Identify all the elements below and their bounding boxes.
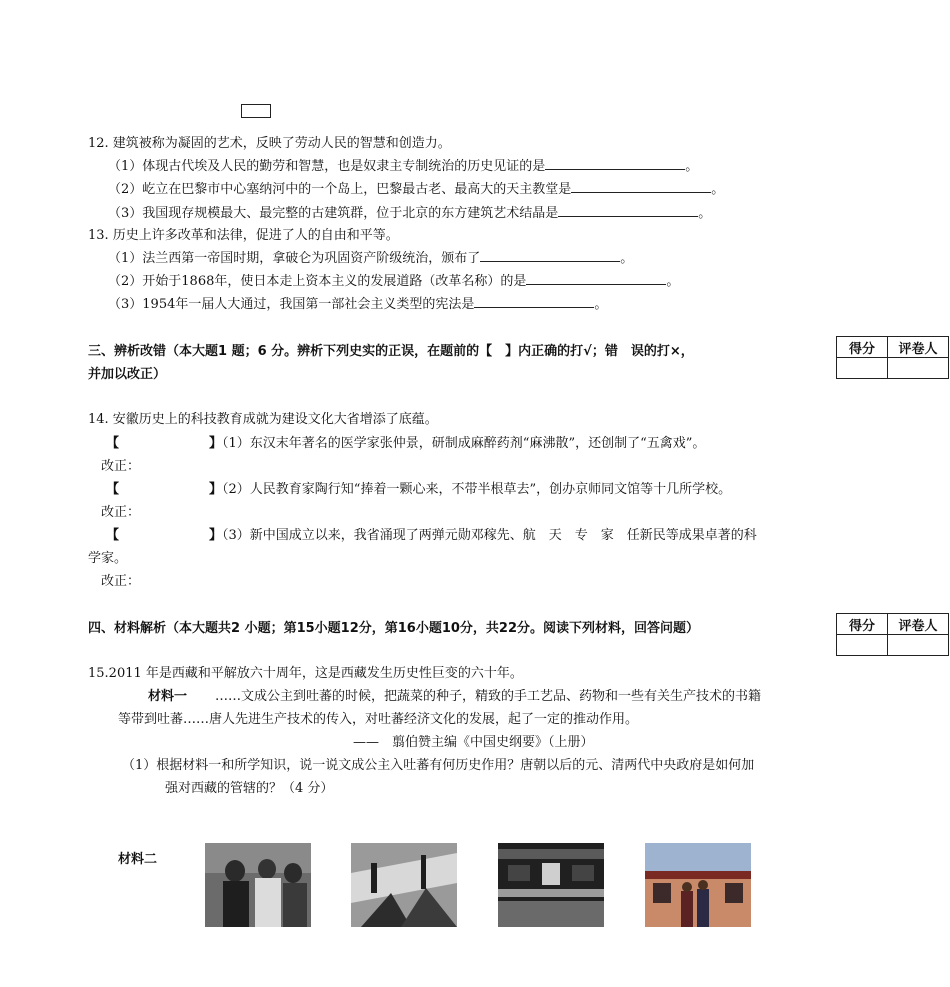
- correction-label: 改正：: [101, 505, 141, 520]
- q12-stem: 12. 建筑被称为凝固的艺术，反映了劳动人民的智慧和创造力。: [88, 136, 451, 151]
- material1: 材料一 ……文成公主到吐蕃的时候，把蔬菜的种子，精致的手工艺品、药物和一些有关生产技术的书籍: [148, 689, 762, 704]
- q12-item-2: （2）屹立在巴黎市中心塞纳河中的一个岛上，巴黎最古老、最高大的天主教堂是 。: [108, 182, 725, 197]
- score-table: [836, 613, 949, 656]
- q14-item-3: 【 】（3）新中国成立以来，我省涌现了两弹元勋邓稼先、航 天 专 家 任新民等成果卓著的科: [106, 528, 757, 543]
- score-cell[interactable]: [837, 358, 888, 379]
- bracket-close: 】: [209, 528, 223, 543]
- grader-label: 评卷人: [888, 337, 949, 358]
- q15-question-1-cont: 强对西藏的管辖的？（4 分）: [165, 781, 334, 796]
- correction-label: 改正：: [101, 459, 141, 474]
- answer-blank[interactable]: [558, 204, 698, 217]
- score-label: 得分: [837, 614, 888, 635]
- material1-label: 材料一: [148, 689, 188, 704]
- bracket-close: 】: [209, 436, 223, 451]
- section3-heading: 三、辨析改错（本大题1 题；6 分。辨析下列史实的正误，在题前的【 】内正确的打√；错 误的打×，: [88, 344, 694, 359]
- q12-item-3: （3）我国现存规模最大、最完整的古建筑群，位于北京的东方建筑艺术结晶是 。: [108, 206, 712, 221]
- q14-item-1: 【 】（1）东汉末年著名的医学家张仲景，研制成麻醉药剂“麻沸散”，还创制了“五禽戏”。: [106, 436, 706, 451]
- historical-photo-2: [351, 843, 457, 927]
- material1-cont: 等带到吐蕃……唐人先进生产技术的传入，对吐蕃经济文化的发展，起了一定的推动作用。: [118, 712, 639, 727]
- bracket-open: 【: [106, 528, 120, 543]
- material1-source: —— 翦伯赞主编《中国史纲要》（上册）: [353, 735, 594, 750]
- q13-stem: 13. 历史上许多改革和法律，促进了人的自由和平等。: [88, 228, 399, 243]
- material2-label: 材料二: [118, 852, 158, 867]
- answer-blank[interactable]: [474, 295, 594, 308]
- q14-item-3-cont: 学家。: [88, 551, 128, 566]
- q13-item-3: （3）1954年一届人大通过，我国第一部社会主义类型的宪法是 。: [108, 297, 608, 312]
- q15-question-1: （1）根据材料一和所学知识，说一说文成公主入吐蕃有何历史作用？唐朝以后的元、清两代中央政府是如何加: [122, 758, 755, 773]
- grader-cell[interactable]: [888, 635, 949, 656]
- historical-photo-4: [645, 843, 751, 927]
- q15-stem: 15.2011 年是西藏和平解放六十周年，这是西藏发生历史性巨变的六十年。: [88, 666, 523, 681]
- q13-item-1: （1）法兰西第一帝国时期，拿破仑为巩固资产阶级统治，颁布了 。: [108, 251, 634, 266]
- answer-blank[interactable]: [545, 157, 685, 170]
- section3-heading-cont: 并加以改正）: [88, 367, 167, 382]
- q12-item-1: （1）体现古代埃及人民的勤劳和智慧，也是奴隶主专制统治的历史见证的是 。: [108, 159, 699, 174]
- bracket-open: 【: [106, 436, 120, 451]
- bracket-open: 【: [106, 482, 120, 497]
- historical-photo-1: [205, 843, 311, 927]
- answer-blank[interactable]: [480, 249, 620, 262]
- answer-blank[interactable]: [526, 272, 666, 285]
- q14-item-2: 【 】（2）人民教育家陶行知“捧着一颗心来，不带半根草去”，创办京师同文馆等十几所学校。: [106, 482, 732, 497]
- grader-cell[interactable]: [888, 358, 949, 379]
- section4-heading: 四、材料解析（本大题共2 小题；第15小题12分，第16小题10分，共22分。阅读下列材料，回答问题）: [88, 621, 700, 636]
- empty-box: [241, 104, 271, 118]
- historical-photo-3: [498, 843, 604, 927]
- q14-stem: 14. 安徽历史上的科技教育成就为建设文化大省增添了底蕴。: [88, 412, 438, 427]
- q13-item-2: （2）开始于1868年，使日本走上资本主义的发展道路（改革名称）的是 。: [108, 274, 680, 289]
- bracket-close: 】: [209, 482, 223, 497]
- score-label: 得分: [837, 337, 888, 358]
- grader-label: 评卷人: [888, 614, 949, 635]
- score-table: [836, 336, 949, 379]
- answer-blank[interactable]: [571, 180, 711, 193]
- correction-label: 改正：: [101, 574, 141, 589]
- score-cell[interactable]: [837, 635, 888, 656]
